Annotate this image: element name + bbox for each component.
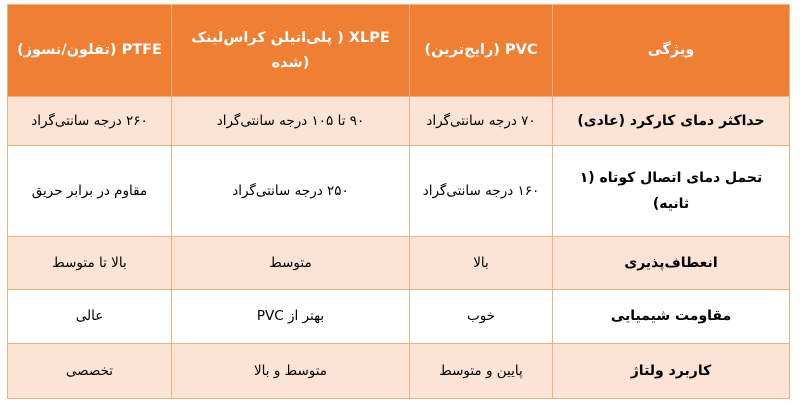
table-row xyxy=(8,344,790,399)
xlpe-cell: بهتر از PVC xyxy=(172,289,410,344)
table-row xyxy=(8,97,790,146)
pvc-cell: ۱۶۰ درجه سانتی‌گراد xyxy=(410,145,553,236)
row-property-cell: حداکثر دمای کارکرد (عادی) xyxy=(553,97,790,146)
ptfe-cell: عالی xyxy=(8,289,172,344)
ptfe-cell: مقاوم در برابر حریق xyxy=(8,145,172,236)
comparison-table-container xyxy=(7,4,789,399)
table-row xyxy=(8,289,790,344)
xlpe-cell: ۲۵۰ درجه سانتی‌گراد xyxy=(172,145,410,236)
xlpe-cell: متوسط xyxy=(172,236,410,289)
table-row xyxy=(8,236,790,289)
pvc-cell: پایین و متوسط xyxy=(410,344,553,399)
row-property-cell: تحمل دمای اتصال کوتاه (۱ ثانیه) xyxy=(553,145,790,236)
row-property-cell: مقاومت شیمیایی xyxy=(553,289,790,344)
xlpe-cell: ۹۰ تا ۱۰۵ درجه سانتی‌گراد xyxy=(172,97,410,146)
table-row xyxy=(8,145,790,236)
cable-insulation-comparison-table xyxy=(7,4,790,399)
header-row xyxy=(8,5,790,97)
row-property-cell: کاربرد ولتاژ xyxy=(553,344,790,399)
header-xlpe: XLPE ( پلی‌اتیلن کراس‌لینک (شده xyxy=(172,5,410,97)
header-property: ویژگی xyxy=(553,5,790,97)
header-ptfe: PTFE (تفلون/نسوز) xyxy=(8,5,172,97)
pvc-cell: بالا xyxy=(410,236,553,289)
pvc-cell: ۷۰ درجه سانتی‌گراد xyxy=(410,97,553,146)
row-property-cell: انعطاف‌پذیری xyxy=(553,236,790,289)
ptfe-cell: تخصصی xyxy=(8,344,172,399)
ptfe-cell: بالا تا متوسط xyxy=(8,236,172,289)
ptfe-cell: ۲۶۰ درجه سانتی‌گراد xyxy=(8,97,172,146)
header-pvc: PVC (رایج‌ترین) xyxy=(410,5,553,97)
pvc-cell: خوب xyxy=(410,289,553,344)
xlpe-cell: متوسط و بالا xyxy=(172,344,410,399)
